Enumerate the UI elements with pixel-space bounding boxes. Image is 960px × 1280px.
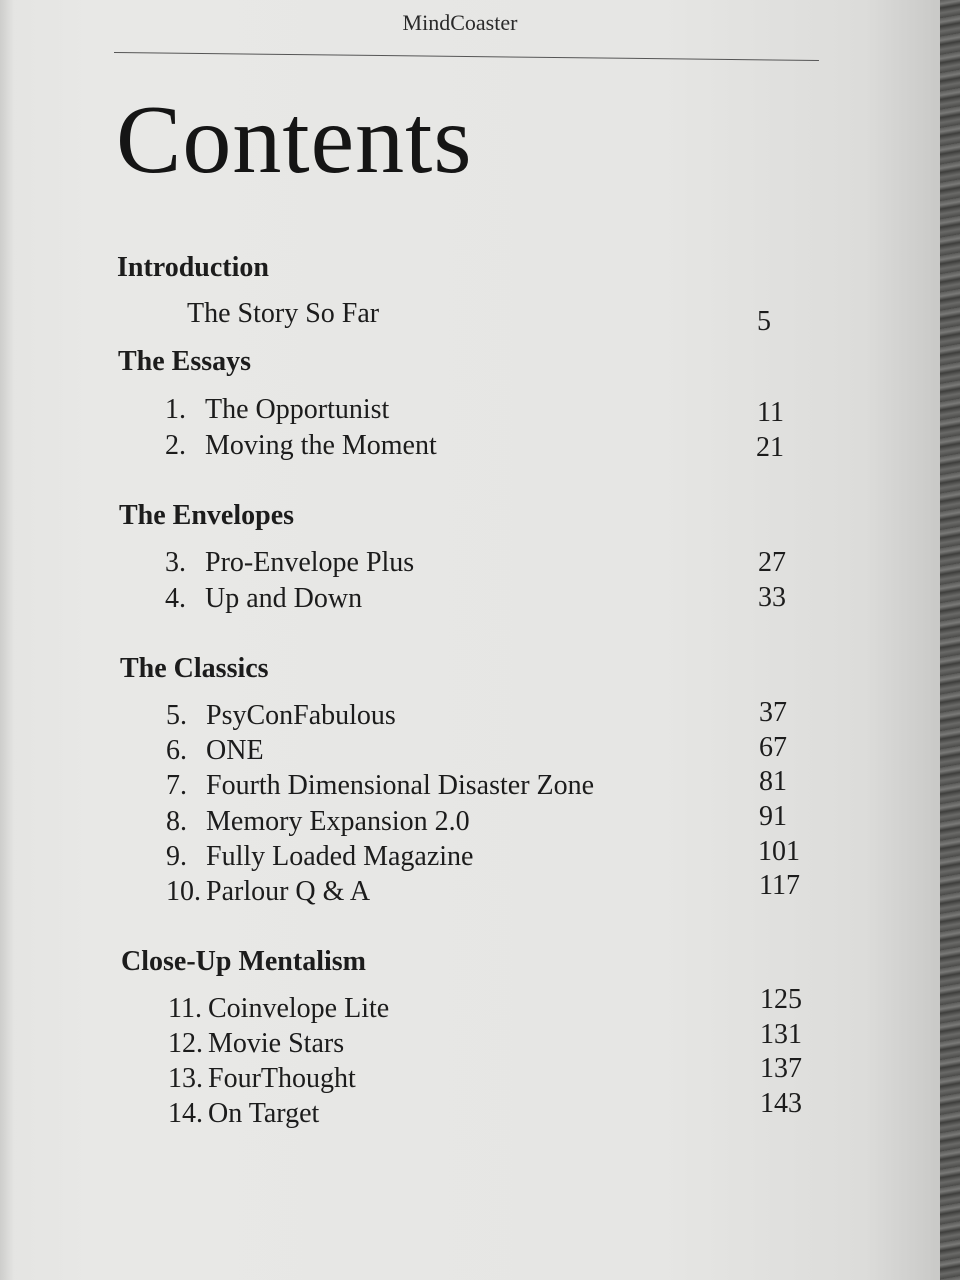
- entry-title: The Opportunist: [205, 394, 390, 425]
- entry-number: 4.: [165, 583, 186, 614]
- entry-title: Moving the Moment: [205, 430, 437, 461]
- entry-title: Fully Loaded Magazine: [206, 841, 474, 872]
- toc-entry: [165, 394, 389, 426]
- section-heading-introduction: Introduction: [117, 252, 269, 283]
- entry-page-number: 101: [758, 836, 800, 867]
- entry-page-number: 37: [759, 697, 787, 728]
- toc-entry: [165, 583, 362, 615]
- table-surface-background: [940, 0, 960, 1280]
- entry-title: ONE: [206, 735, 264, 766]
- entry-number: 6.: [166, 735, 187, 766]
- entry-title: Movie Stars: [208, 1028, 345, 1059]
- toc-entry: [166, 700, 396, 732]
- toc-entry: [165, 430, 437, 462]
- entry-page-number: 11: [757, 397, 784, 428]
- toc-entry: [187, 298, 379, 330]
- entry-title: Pro-Envelope Plus: [205, 547, 415, 578]
- entry-page-number: 131: [760, 1019, 802, 1050]
- entry-title: The Story So Far: [187, 298, 380, 329]
- entry-number: 10.: [166, 876, 201, 907]
- entry-title: Memory Expansion 2.0: [206, 806, 470, 837]
- entry-number: 8.: [166, 806, 187, 837]
- entry-title: FourThought: [208, 1063, 356, 1094]
- toc-entry: [168, 993, 389, 1025]
- entry-number: 1.: [165, 394, 186, 425]
- entry-title: Coinvelope Lite: [208, 993, 390, 1024]
- entry-number: 13.: [168, 1063, 203, 1094]
- entry-number: 11.: [168, 993, 202, 1024]
- section-heading-close-up-mentalism: Close-Up Mentalism: [121, 946, 366, 977]
- toc-entry: [166, 806, 470, 838]
- entry-title: Up and Down: [205, 583, 363, 614]
- entry-page-number: 33: [758, 582, 786, 613]
- entry-number: 3.: [165, 547, 186, 578]
- section-heading-envelopes: The Envelopes: [119, 500, 295, 531]
- entry-number: 5.: [166, 700, 187, 731]
- section-heading-essays: The Essays: [118, 346, 252, 377]
- entry-page-number: 91: [759, 801, 787, 832]
- toc-entry: [166, 770, 594, 802]
- entry-page-number: 137: [760, 1053, 802, 1084]
- entry-page-number: 67: [759, 732, 787, 763]
- running-head: MindCoaster: [402, 10, 518, 35]
- toc-entry: [166, 735, 264, 767]
- entry-title: On Target: [208, 1098, 320, 1129]
- entry-page-number: 117: [759, 870, 800, 901]
- entry-page-number: 143: [760, 1088, 802, 1119]
- toc-entry: [165, 547, 414, 579]
- entry-number: 9.: [166, 841, 187, 872]
- entry-title: PsyConFabulous: [206, 700, 396, 731]
- entry-page-number: 125: [760, 984, 802, 1015]
- entry-number: 2.: [165, 430, 186, 461]
- toc-entry: [168, 1063, 356, 1095]
- page-title: Contents: [116, 86, 473, 194]
- entry-number: 14.: [168, 1098, 203, 1129]
- entry-page-number: 5: [757, 306, 771, 337]
- entry-number: 12.: [168, 1028, 203, 1059]
- entry-title: Parlour Q & A: [206, 876, 371, 907]
- toc-entry: [168, 1028, 344, 1060]
- section-heading-classics: The Classics: [120, 653, 269, 684]
- entry-page-number: 81: [759, 766, 787, 797]
- entry-number: 7.: [166, 770, 187, 801]
- entry-page-number: 21: [756, 432, 784, 463]
- entry-title: Fourth Dimensional Disaster Zone: [206, 770, 595, 801]
- toc-entry: [168, 1098, 319, 1130]
- toc-entry: [166, 841, 473, 873]
- toc-entry: [166, 876, 370, 908]
- entry-page-number: 27: [758, 547, 786, 578]
